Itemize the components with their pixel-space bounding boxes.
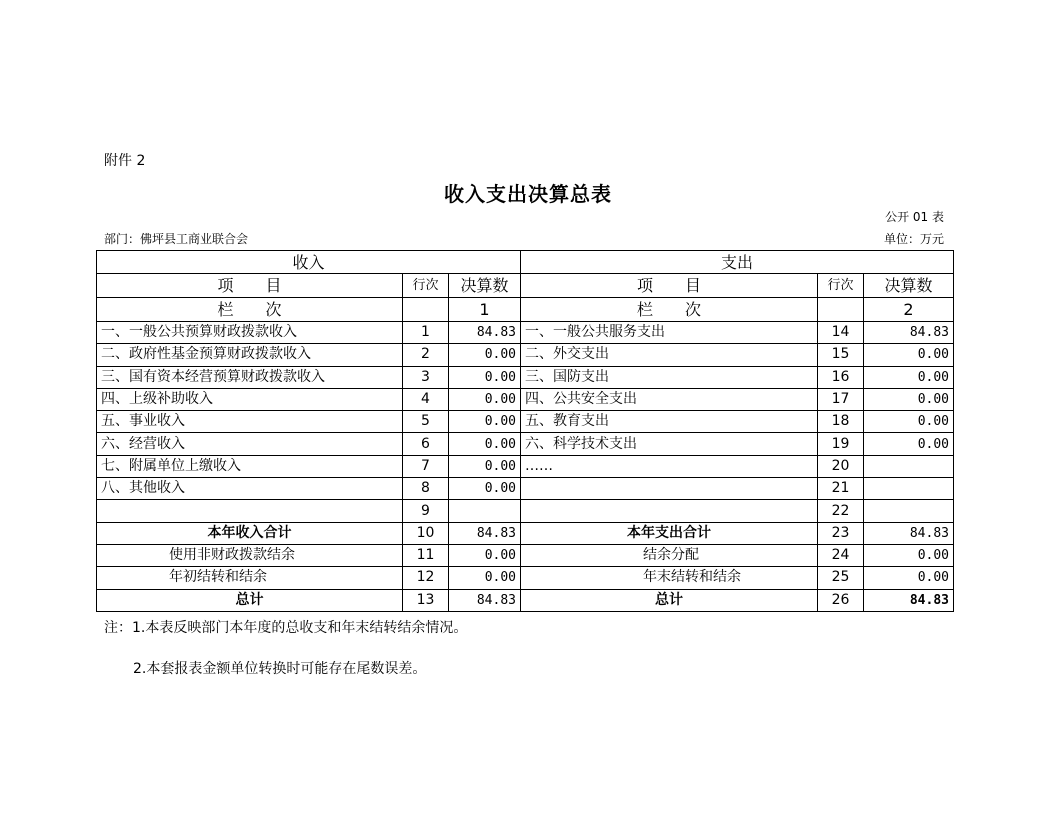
income-item-header: 项 目: [97, 274, 403, 298]
income-total-amount: 84.83: [449, 589, 521, 611]
expense-line: 20: [818, 455, 864, 477]
income-amount: 0.00: [449, 567, 521, 589]
income-line-header: 行次: [403, 274, 449, 298]
column-index-row: [97, 298, 954, 322]
expense-line: 22: [818, 500, 864, 522]
income-line: 13: [403, 589, 449, 611]
expense-line: 24: [818, 544, 864, 566]
expense-amount: [864, 500, 954, 522]
income-item: 四、上级补助收入: [97, 388, 403, 410]
expense-amount: 0.00: [864, 433, 954, 455]
income-item: 一、一般公共预算财政拨款收入: [97, 322, 403, 344]
expense-amount: 0.00: [864, 366, 954, 388]
footnote-1: 注：1.本表反映部门本年度的总收支和年末结转结余情况。: [104, 620, 468, 636]
expense-amount: 84.83: [864, 322, 954, 344]
table-row: [97, 388, 954, 410]
income-amount: 0.00: [449, 433, 521, 455]
income-line: 3: [403, 366, 449, 388]
balance-row: [97, 567, 954, 589]
expense-line: 21: [818, 478, 864, 500]
income-amount: [449, 500, 521, 522]
income-line: 1: [403, 322, 449, 344]
income-line: 2: [403, 344, 449, 366]
expense-line: 26: [818, 589, 864, 611]
expense-amount: 0.00: [864, 544, 954, 566]
table-code: 公开 01 表: [885, 210, 944, 224]
expense-line: 18: [818, 411, 864, 433]
income-line: 8: [403, 478, 449, 500]
income-section-header: 收入: [97, 251, 521, 274]
table-row: [97, 366, 954, 388]
income-item: 六、经营收入: [97, 433, 403, 455]
expense-amount: 0.00: [864, 388, 954, 410]
income-line: 12: [403, 567, 449, 589]
expense-item: 四、公共安全支出: [521, 388, 818, 410]
income-index-label: 栏 次: [97, 298, 403, 322]
expense-item: 一、一般公共服务支出: [521, 322, 818, 344]
balance-row: [97, 544, 954, 566]
expense-item: ……: [521, 455, 818, 477]
income-item: 三、国有资本经营预算财政拨款收入: [97, 366, 403, 388]
expense-amount: [864, 455, 954, 477]
expense-item: 三、国防支出: [521, 366, 818, 388]
expense-line: 19: [818, 433, 864, 455]
page-title: 收入支出决算总表: [444, 182, 612, 206]
expense-subtotal-amount: 84.83: [864, 522, 954, 544]
income-item: 八、其他收入: [97, 478, 403, 500]
expense-line: 14: [818, 322, 864, 344]
income-amount: 0.00: [449, 344, 521, 366]
income-line: 9: [403, 500, 449, 522]
income-line: 11: [403, 544, 449, 566]
department-label: 部门：佛坪县工商业联合会: [104, 232, 249, 246]
expense-amount: 0.00: [864, 567, 954, 589]
expense-item: [521, 500, 818, 522]
expense-line: 17: [818, 388, 864, 410]
expense-line: 16: [818, 366, 864, 388]
footnote-2: 2.本套报表金额单位转换时可能存在尾数误差。: [133, 661, 427, 677]
expense-amount: 0.00: [864, 344, 954, 366]
table-row: [97, 344, 954, 366]
income-subtotal-label: 本年收入合计: [97, 522, 403, 544]
income-line: 7: [403, 455, 449, 477]
income-line: 6: [403, 433, 449, 455]
expense-subtotal-label: 本年支出合计: [521, 522, 818, 544]
income-item: 七、附属单位上缴收入: [97, 455, 403, 477]
table-row: [97, 433, 954, 455]
income-item: 五、事业收入: [97, 411, 403, 433]
expense-line: 15: [818, 344, 864, 366]
expense-item: 年末结转和结余: [521, 567, 818, 589]
income-item: 使用非财政拨款结余: [97, 544, 403, 566]
income-line: 10: [403, 522, 449, 544]
expense-item: [521, 478, 818, 500]
income-total-label: 总计: [97, 589, 403, 611]
income-subtotal-amount: 84.83: [449, 522, 521, 544]
expense-line: 23: [818, 522, 864, 544]
income-expense-table: [96, 250, 954, 612]
expense-item-header: 项 目: [521, 274, 818, 298]
income-item: 二、政府性基金预算财政拨款收入: [97, 344, 403, 366]
total-row: [97, 589, 954, 611]
income-amount: 0.00: [449, 388, 521, 410]
income-index-blank: [403, 298, 449, 322]
income-amount: 0.00: [449, 411, 521, 433]
expense-amount: [864, 478, 954, 500]
unit-label: 单位：万元: [883, 232, 944, 246]
income-line: 5: [403, 411, 449, 433]
expense-item: 二、外交支出: [521, 344, 818, 366]
subtotal-row: [97, 522, 954, 544]
income-amount: 0.00: [449, 455, 521, 477]
expense-amount-header: 决算数: [864, 274, 954, 298]
expense-item: 六、科学技术支出: [521, 433, 818, 455]
table-row: [97, 500, 954, 522]
expense-index-label: 栏 次: [521, 298, 818, 322]
table-row: [97, 322, 954, 344]
expense-item: 结余分配: [521, 544, 818, 566]
expense-item: 五、教育支出: [521, 411, 818, 433]
expense-total-label: 总计: [521, 589, 818, 611]
expense-index-blank: [818, 298, 864, 322]
expense-amount: 0.00: [864, 411, 954, 433]
expense-section-header: 支出: [521, 251, 954, 274]
expense-line-header: 行次: [818, 274, 864, 298]
income-amount: 0.00: [449, 478, 521, 500]
section-header-row: [97, 251, 954, 274]
income-amount: 0.00: [449, 544, 521, 566]
table-row: [97, 478, 954, 500]
income-item: [97, 500, 403, 522]
expense-line: 25: [818, 567, 864, 589]
column-header-row: [97, 274, 954, 298]
expense-total-amount: 84.83: [864, 589, 954, 611]
income-index-number: 1: [449, 298, 521, 322]
income-line: 4: [403, 388, 449, 410]
income-amount: 0.00: [449, 366, 521, 388]
table-row: [97, 455, 954, 477]
attachment-label: 附件 2: [104, 153, 146, 169]
income-amount: 84.83: [449, 322, 521, 344]
table-row: [97, 411, 954, 433]
income-amount-header: 决算数: [449, 274, 521, 298]
expense-index-number: 2: [864, 298, 954, 322]
income-item: 年初结转和结余: [97, 567, 403, 589]
